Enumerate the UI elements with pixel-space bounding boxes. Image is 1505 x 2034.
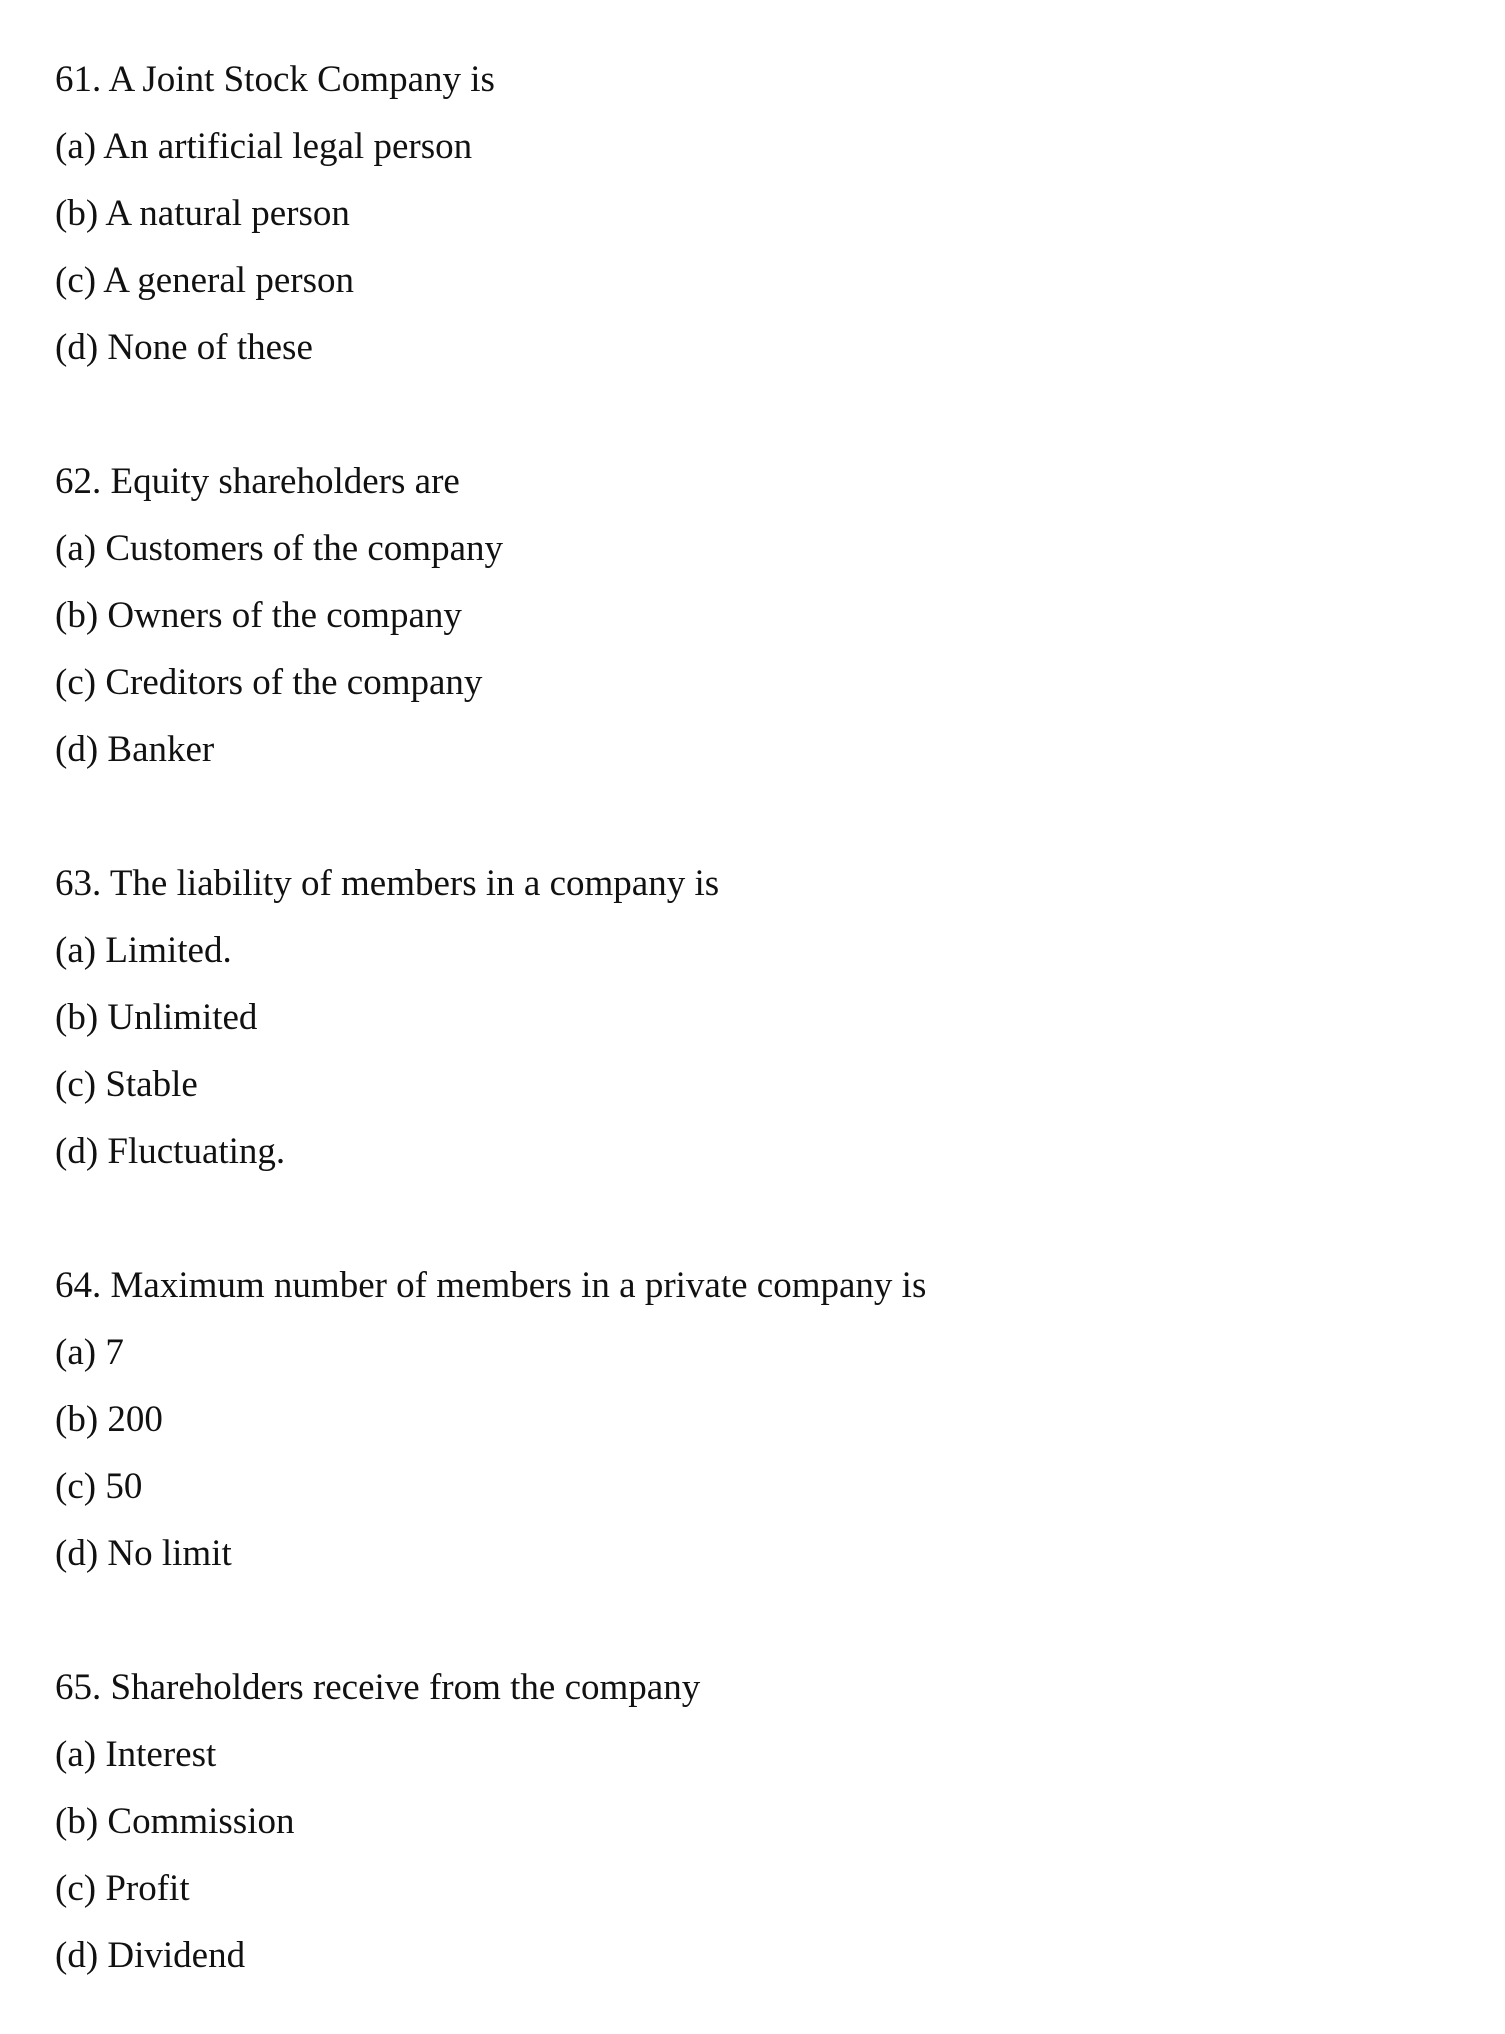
option-a: (a) Interest	[55, 1734, 217, 1775]
option-a: (a) Customers of the company	[55, 528, 503, 569]
option-d: (d) Fluctuating.	[55, 1131, 286, 1172]
option-b: (b) 200	[55, 1399, 163, 1440]
question-64	[55, 1252, 1455, 1587]
question-text: 63. The liability of members in a company is	[55, 863, 720, 904]
option-c: (c) Creditors of the company	[55, 662, 483, 703]
option-c: (c) A general person	[55, 260, 354, 301]
option-d: (d) None of these	[55, 327, 313, 368]
option-b: (b) Commission	[55, 1801, 295, 1842]
question-text: 62. Equity shareholders are	[55, 461, 460, 502]
question-text: 61. A Joint Stock Company is	[55, 59, 495, 100]
option-d: (d) Dividend	[55, 1935, 246, 1976]
question-text: 64. Maximum number of members in a private company is	[55, 1265, 927, 1306]
option-d: (d) Banker	[55, 729, 215, 770]
question-text: 65. Shareholders receive from the company	[55, 1667, 701, 1708]
question-61	[55, 46, 1455, 381]
option-c: (c) Stable	[55, 1064, 198, 1105]
option-b: (b) Owners of the company	[55, 595, 462, 636]
option-a: (a) Limited.	[55, 930, 232, 971]
option-c: (c) 50	[55, 1466, 143, 1507]
question-62	[55, 448, 1455, 783]
question-63	[55, 850, 1455, 1185]
option-d: (d) No limit	[55, 1533, 232, 1574]
question-65	[55, 1654, 1455, 1989]
option-b: (b) Unlimited	[55, 997, 258, 1038]
option-c: (c) Profit	[55, 1868, 190, 1909]
option-a: (a) An artificial legal person	[55, 126, 473, 167]
option-a: (a) 7	[55, 1332, 124, 1373]
option-b: (b) A natural person	[55, 193, 350, 234]
